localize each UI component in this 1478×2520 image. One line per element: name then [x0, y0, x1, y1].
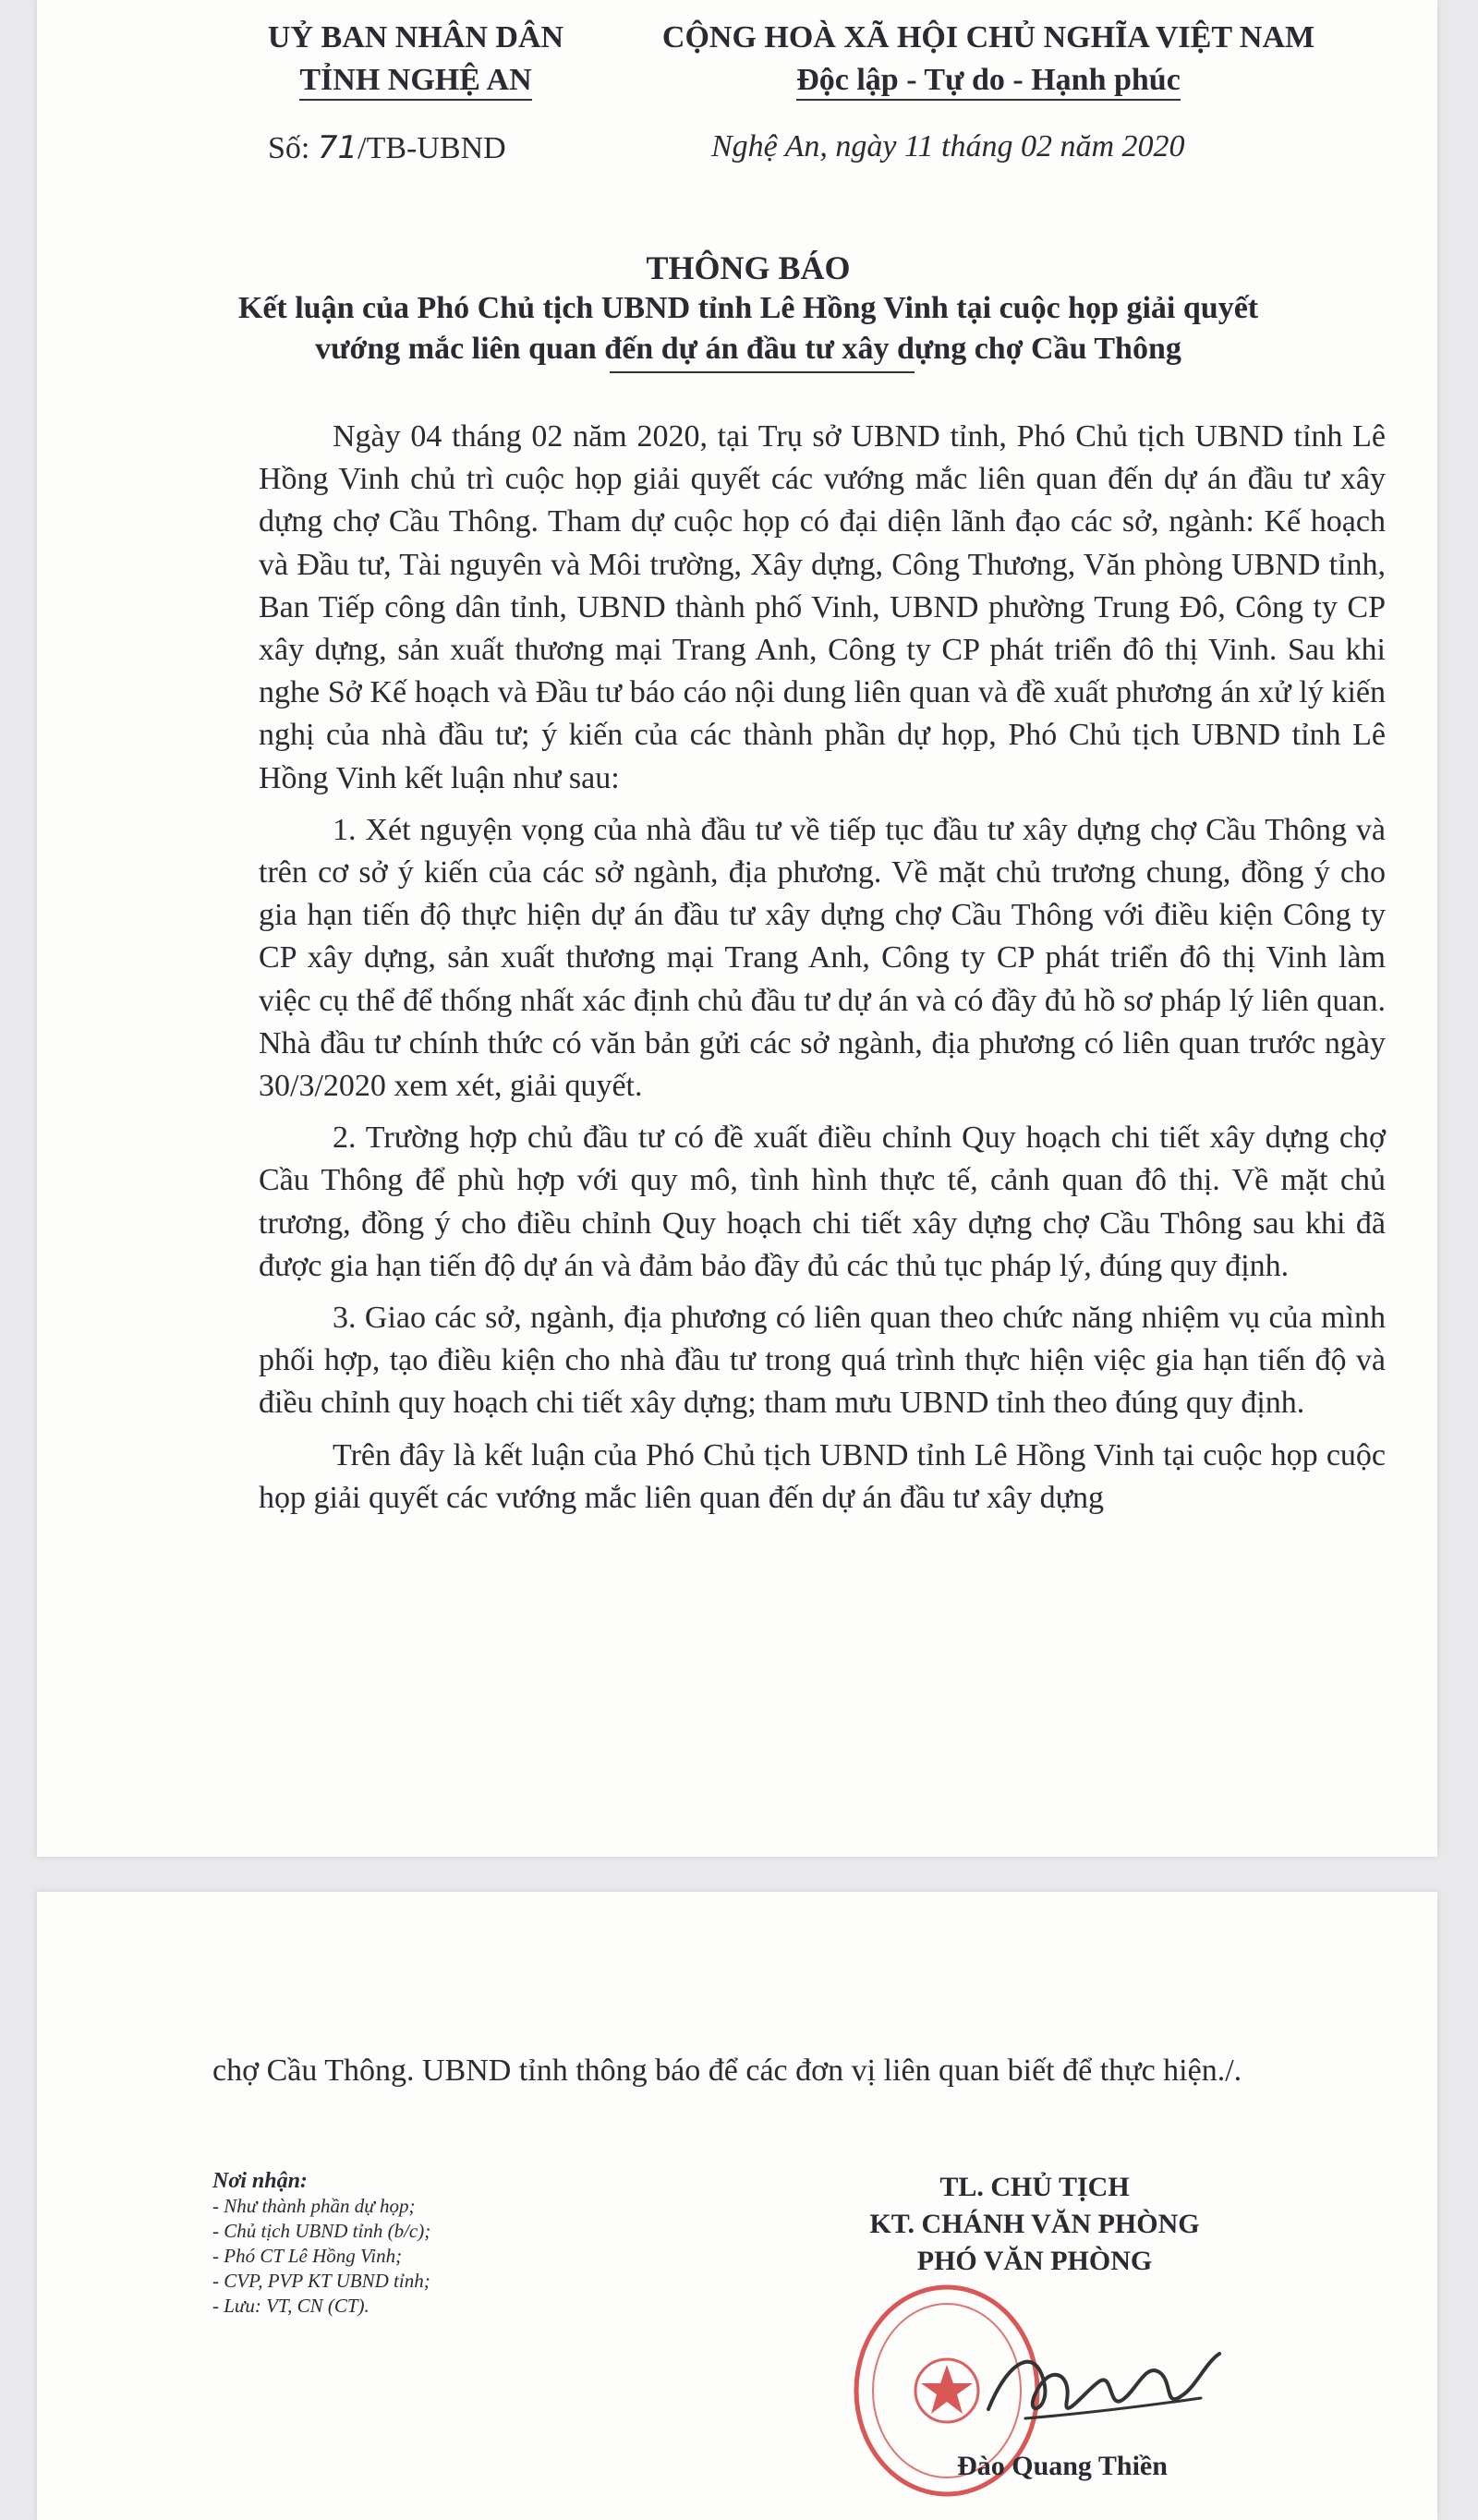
authority-line-1: UỶ BAN NHÂN DÂN [267, 20, 564, 55]
issuing-authority [249, 17, 582, 102]
intro-paragraph: Ngày 04 tháng 02 năm 2020, tại Trụ sở UBND tỉnh, Phó Chủ tịch UBND tỉnh Lê Hồng Vinh chủ trì cuộc họp giải quyết các vướng mắc liên quan đến dự án đầu tư xây dựng chợ Cầu Thông. Tham dự cuộc họp có đại diện lãnh đạo các sở, ngành: Kế hoạch và Đầu tư, Tài nguyên và Môi trường, Xây dựng, Công Thương, Văn phòng UBND tỉnh, Ban Tiếp công dân tỉnh, UBND thành phố Vinh, UBND phường Trung Đô, Công ty CP xây dựng, sản xuất thương mại Trang Anh, Công ty CP phát triển đô thị Vinh. Sau khi nghe Sở Kế hoạch và Đầu tư báo cáo nội dung liên quan và đề xuất phương án xử lý kiến nghị của nhà đầu tư; ý kiến của các thành phần dự họp, Phó Chủ tịch UBND tỉnh Lê Hồng Vinh kết luận như sau: [259, 419, 1386, 795]
authority-line-2: TỈNH NGHỆ AN [299, 62, 531, 101]
signature-block [794, 2169, 1275, 2280]
conclusion-item-3: 3. Giao các sở, ngành, địa phương có liên quan theo chức năng nhiệm vụ của mình phối hợp, tạo điều kiện cho nhà đầu tư trong quá trình thực hiện việc gia hạn tiến độ và điều chỉnh quy hoạch chi tiết xây dựng; tham mưu UBND tỉnh theo đúng quy định. [259, 1301, 1386, 1421]
title-heading: THÔNG BÁO [646, 249, 851, 286]
country-name: CỘNG HOÀ XÃ HỘI CHỦ NGHĨA VIỆT NAM [661, 20, 1315, 55]
document-title [203, 248, 1293, 370]
recipients-list [212, 2169, 730, 2319]
title-subject: Kết luận của Phó Chủ tịch UBND tỉnh Lê Hồng Vinh tại cuộc họp giải quyết vướng mắc liên quan đến dự án đầu tư xây dựng chợ Cầu Thông [237, 291, 1259, 366]
closing-paragraph: Trên đây là kết luận của Phó Chủ tịch UBND tỉnh Lê Hồng Vinh tại cuộc họp cuộc họp giải quyết các vướng mắc liên quan đến dự án đầu tư xây dựng [259, 1437, 1386, 1515]
closing-continuation: chợ Cầu Thông. UBND tỉnh thông báo để các đơn vị liên quan biết để thực hiện./. [212, 2054, 1242, 2088]
issue-date: Nghệ An, ngày 11 tháng 02 năm 2020 [711, 129, 1185, 164]
signer-authority-1: TL. CHỦ TỊCH [939, 2172, 1130, 2202]
motto: Độc lập - Tự do - Hạnh phúc [796, 62, 1181, 101]
signer-title: PHÓ VĂN PHÒNG [916, 2246, 1153, 2276]
conclusion-item-2: 2. Trường hợp chủ đầu tư có đề xuất điều chỉnh Quy hoạch chi tiết xây dựng chợ Cầu Thông để phù hợp với quy mô, tình hình thực tế, cảnh quan đô thị. Về mặt chủ trương, đồng ý cho điều chỉnh Quy hoạch chi tiết xây dựng chợ Cầu Thông sau khi đã được gia hạn tiến độ dự án và đảm bảo đầy đủ các thủ tục pháp lý, đúng quy định. [259, 1121, 1386, 1283]
recipient-item: - Như thành phần dự họp; [212, 2195, 416, 2217]
document-number: Số: 71/TB-UBND [268, 129, 506, 166]
handwritten-number: 71 [317, 129, 358, 166]
recipient-item: - Chủ tịch UBND tỉnh (b/c); [212, 2220, 431, 2242]
title-underline [610, 371, 915, 373]
document-page-2 [37, 1892, 1437, 2520]
recipient-item: - Lưu: VT, CN (CT). [212, 2295, 370, 2317]
signer-name: Đào Quang Thiền [957, 2451, 1168, 2481]
document-page-1 [37, 0, 1437, 1857]
national-motto [619, 17, 1358, 102]
handwritten-day: 11 [904, 129, 934, 164]
recipient-item: - Phó CT Lê Hồng Vinh; [212, 2245, 403, 2267]
handwritten-signature-icon [970, 2308, 1229, 2455]
conclusion-item-1: 1. Xét nguyện vọng của nhà đầu tư về tiếp tục đầu tư xây dựng chợ Cầu Thông và trên cơ sở ý kiến của các sở ngành, địa phương. Về mặt chủ trương chung, đồng ý cho gia hạn tiến độ thực hiện dự án đầu tư xây dựng chợ Cầu Thông với điều kiện Công ty CP xây dựng, sản xuất thương mại Trang Anh, Công ty CP phát triển đô thị Vinh làm việc cụ thể để thống nhất xác định chủ đầu tư dự án và có đầy đủ hồ sơ pháp lý liên quan. Nhà đầu tư chính thức có văn bản gửi các sở ngành, địa phương có liên quan trước ngày 30/3/2020 xem xét, giải quyết. [259, 812, 1386, 1104]
document-body [259, 416, 1386, 1529]
recipient-item: - CVP, PVP KT UBND tỉnh; [212, 2270, 430, 2292]
recipients-label: Nơi nhận: [212, 2169, 308, 2193]
signer-authority-2: KT. CHÁNH VĂN PHÒNG [869, 2209, 1200, 2239]
